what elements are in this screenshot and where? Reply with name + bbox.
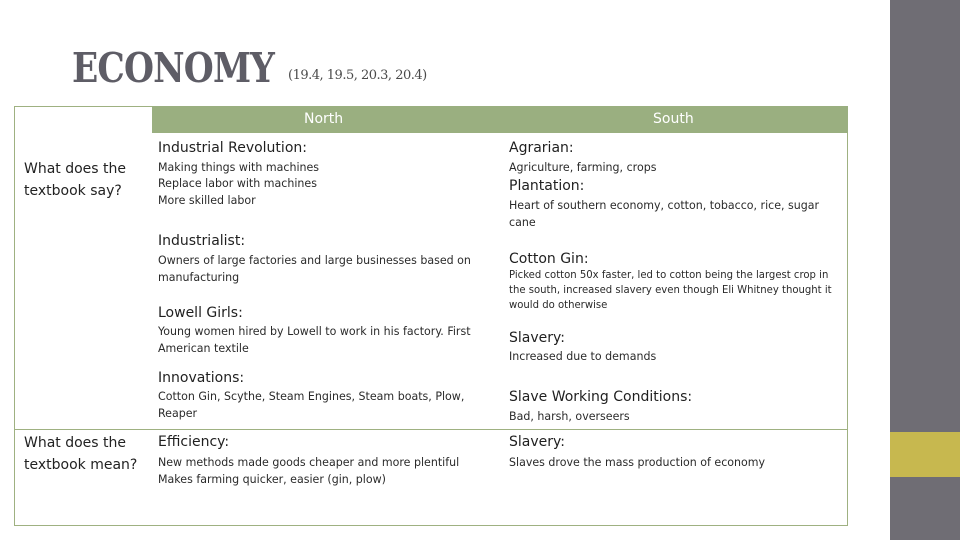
north-lowell-girls-text: Young women hired by Lowell to work in his factory. First American textile [158, 324, 471, 355]
north-lowell-girls-heading: Lowell Girls: [158, 305, 243, 321]
sidebar-accent-block [890, 432, 960, 477]
south-cotton-gin-heading: Cotton Gin: [509, 251, 589, 267]
title-main: ECONOMY [72, 44, 274, 92]
south-cotton-gin-text: Picked cotton 50x faster, led to cotton being the largest crop in the south, increased slavery even though Eli Whitney thought it would do otherwise [509, 269, 832, 311]
title-sections: (19.4, 19.5, 20.3, 20.4) [288, 68, 427, 83]
north-industrialist-heading: Industrialist: [158, 233, 246, 249]
south-agrarian-heading: Agrarian: [509, 140, 574, 156]
table-header-bar [152, 106, 848, 133]
row-label-say: What does the textbook say? [24, 161, 127, 199]
north-industrial-revolution-line-1: Making things with machines [158, 160, 320, 174]
slide-title [72, 44, 427, 92]
south-slavery-mean-text: Slaves drove the mass production of economy [509, 455, 766, 469]
column-header-north: North [304, 111, 344, 127]
south-plantation-heading: Plantation: [509, 178, 585, 194]
north-industrial-revolution-heading: Industrial Revolution: [158, 140, 307, 156]
row-divider [14, 429, 848, 430]
north-industrial-revolution-line-3: More skilled labor [158, 193, 256, 207]
north-efficiency-line-2: Makes farming quicker, easier (gin, plow) [158, 472, 386, 486]
north-industrialist-text: Owners of large factories and large businesses based on manufacturing [158, 253, 471, 284]
north-efficiency-line-1: New methods made goods cheaper and more plentiful [158, 455, 460, 469]
south-conditions-heading: Slave Working Conditions: [509, 389, 693, 405]
south-slavery-mean-heading: Slavery: [509, 434, 565, 450]
south-slavery-text: Increased due to demands [509, 349, 657, 363]
south-conditions-text: Bad, harsh, overseers [509, 409, 630, 423]
south-agrarian-text: Agriculture, farming, crops [509, 160, 657, 174]
column-header-south: South [653, 111, 694, 127]
south-slavery-heading: Slavery: [509, 330, 565, 346]
north-efficiency-heading: Efficiency: [158, 434, 230, 450]
south-plantation-text: Heart of southern economy, cotton, tobacco, rice, sugar cane [509, 198, 820, 229]
row-label-mean: What does the textbook mean? [24, 435, 138, 473]
north-industrial-revolution-line-2: Replace labor with machines [158, 176, 317, 190]
north-innovations-heading: Innovations: [158, 370, 245, 386]
north-innovations-text: Cotton Gin, Scythe, Steam Engines, Steam boats, Plow, Reaper [158, 389, 465, 420]
